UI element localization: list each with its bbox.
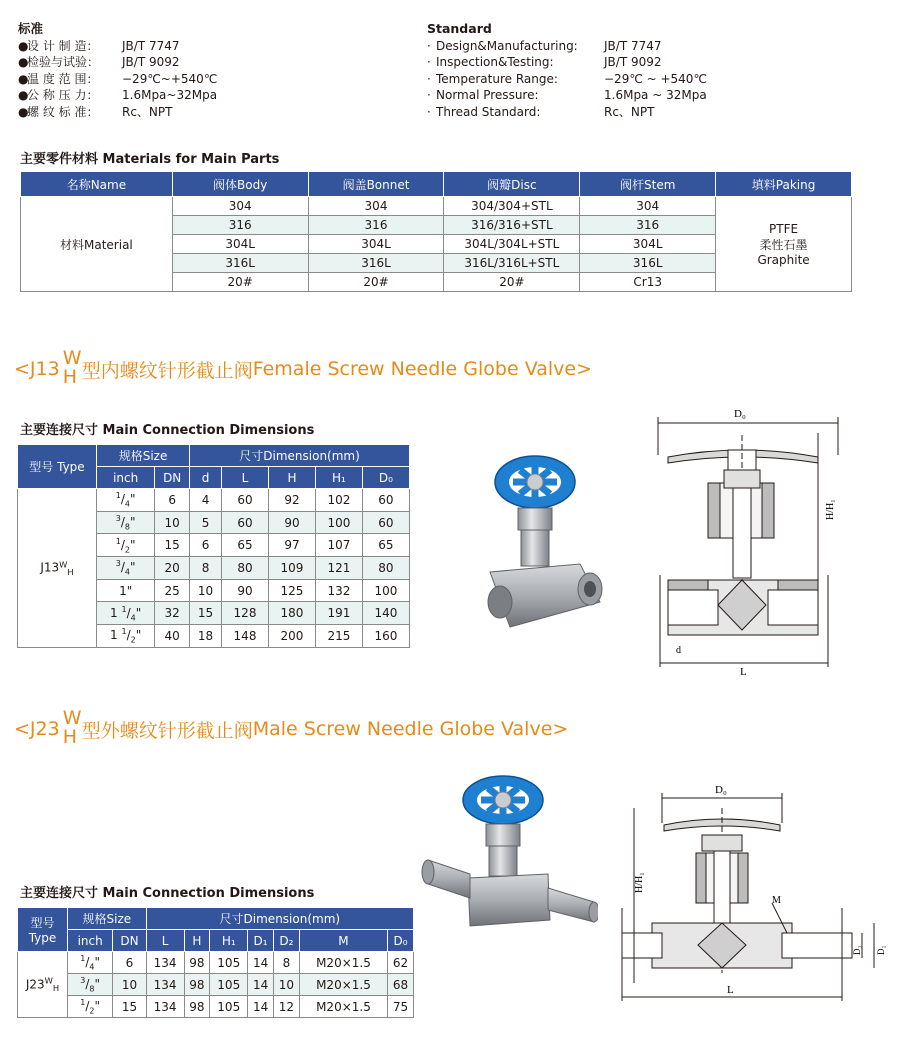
table-cell: 12: [273, 996, 299, 1018]
valve2-heading: [14, 707, 568, 751]
table-cell: 4: [190, 489, 222, 512]
inch-numerator: 1: [115, 491, 121, 501]
size-header: 规格Size: [97, 445, 190, 467]
inch-numerator: 3: [80, 975, 86, 985]
materials-header-cell: 阀瓣Disc: [444, 172, 580, 197]
standard-label: 公 称 压 力：: [27, 88, 99, 102]
bullet-icon: ●: [18, 71, 29, 86]
table-cell: 92: [268, 489, 315, 512]
inch-cell: $^1/_2$": [68, 996, 113, 1018]
table-cell: 107: [315, 534, 362, 557]
inch-denominator: 4: [89, 962, 95, 972]
standard-value: JB/T 7747: [604, 38, 662, 53]
table-cell: 316L: [308, 254, 444, 273]
valve2-h: H: [62, 726, 77, 748]
table-cell: 100: [362, 579, 409, 602]
standard-value: −29℃~+540℃: [122, 71, 218, 86]
table-row: [18, 974, 414, 996]
inch-cell: $^3/_4$": [97, 557, 155, 580]
valve2-w: W: [62, 707, 82, 729]
table-cell: 109: [268, 557, 315, 580]
inch-numerator: 3: [115, 559, 121, 569]
table-cell: 14: [248, 996, 274, 1018]
standard-value: Rc、NPT: [604, 104, 655, 119]
inch-whole: 1: [110, 605, 122, 620]
table-cell: 60: [222, 511, 269, 534]
table-cell: 105: [210, 952, 248, 974]
table-cell: 10: [273, 974, 299, 996]
valve2-prefix: <J23: [14, 718, 60, 740]
bullet-icon: ·: [427, 88, 431, 102]
type-wh-mark: [44, 975, 60, 994]
valve1-photo: [480, 452, 610, 642]
inch-denominator: 2: [124, 544, 130, 554]
valve1-dims-title: 主要连接尺寸 Main Connection Dimensions: [20, 423, 315, 438]
type-wh-mark: [59, 559, 74, 577]
table-cell: 90: [268, 511, 315, 534]
standard-row: [18, 71, 217, 88]
materials-table: [20, 171, 852, 292]
standard-label: Thread Standard:: [436, 104, 541, 119]
table-cell: 80: [362, 557, 409, 580]
standard-row: [18, 104, 217, 121]
drawing2-d2-label: D₂: [852, 945, 862, 955]
inch-cell: [97, 579, 155, 602]
bullet-icon: ●: [18, 88, 29, 102]
drawing2-h-label: H/H₁: [634, 872, 645, 893]
drawing2-d1-label: D₁: [876, 945, 886, 955]
materials-header-cell: 名称Name: [21, 172, 173, 197]
table-cell: 140: [362, 602, 409, 625]
standard-label: Inspection&Testing:: [436, 55, 554, 69]
inch-denominator: 8: [89, 984, 95, 994]
type-h: H: [67, 566, 74, 577]
type-header: 型号 Type: [18, 445, 97, 489]
drawing1-d-label: d: [676, 645, 681, 656]
standard-label: 检验与试验：: [27, 55, 100, 69]
inch-denominator: 4: [124, 567, 130, 577]
table-cell: 316L: [172, 254, 308, 273]
table-cell: 15: [113, 996, 146, 1018]
inch-denominator: 4: [124, 499, 130, 509]
table-row: [18, 996, 414, 1018]
table-cell: M20×1.5: [299, 952, 387, 974]
table-cell: 304L: [580, 235, 716, 254]
valve1-title-en: Female Screw Needle Globe Valve>: [252, 358, 593, 380]
table-cell: 60: [362, 511, 409, 534]
table-cell: 98: [184, 952, 210, 974]
standard-row: [427, 87, 707, 104]
dimension-subheader: M: [299, 930, 387, 952]
dimension-subheader: H₁: [210, 930, 248, 952]
table-cell: 200: [268, 625, 315, 648]
valve2-title-en: Male Screw Needle Globe Valve>: [252, 718, 569, 740]
table-cell: 132: [315, 579, 362, 602]
drawing1-h-label: H/H₁: [825, 499, 836, 520]
table-cell: 20: [155, 557, 190, 580]
type-w: W: [44, 975, 53, 986]
standards-cn-heading: 标准: [18, 21, 44, 36]
materials-header-cell: 阀杆Stem: [580, 172, 716, 197]
type-cell: [18, 952, 68, 1018]
table-cell: 98: [184, 974, 210, 996]
standard-row: [18, 38, 217, 55]
table-row: [18, 952, 414, 974]
dimension-subheader: D₂: [273, 930, 299, 952]
packing-cell: [716, 197, 852, 292]
standard-value: Rc、NPT: [122, 104, 173, 119]
dimension-subheader: inch: [68, 930, 113, 952]
packing-item: Graphite: [757, 252, 810, 267]
dimension-subheader: D₀: [388, 930, 414, 952]
table-cell: 304: [580, 197, 716, 216]
type-w: W: [59, 559, 68, 570]
table-cell: 304/304+STL: [444, 197, 580, 216]
bullet-icon: ●: [18, 104, 29, 119]
table-cell: 97: [268, 534, 315, 557]
standard-value: JB/T 7747: [122, 38, 180, 53]
table-cell: Cr13: [580, 273, 716, 292]
dimension-subheader: DN: [155, 467, 190, 489]
inch-numerator: 3: [115, 513, 121, 523]
table-cell: 25: [155, 579, 190, 602]
dimension-subheader: H: [184, 930, 210, 952]
inch-cell: $^1/_4$": [97, 489, 155, 512]
inch-denominator: 2: [130, 635, 136, 645]
valve2-photo: [418, 770, 598, 930]
inch-cell: 1 $^1/_2$": [97, 625, 155, 648]
type-h: H: [52, 983, 60, 994]
inch-denominator: 8: [124, 522, 130, 532]
table-cell: 18: [190, 625, 222, 648]
drawing1-l-label: L: [740, 666, 747, 678]
table-cell: 105: [210, 974, 248, 996]
drawing2-l-label: L: [727, 984, 734, 996]
table-cell: 102: [315, 489, 362, 512]
standards-en: [427, 21, 707, 120]
table-cell: 75: [388, 996, 414, 1018]
inch-numerator: 1: [80, 997, 86, 1007]
type-value: J13: [40, 560, 60, 575]
inch-cell: $^1/_2$": [97, 534, 155, 557]
dimension-subheader: H: [268, 467, 315, 489]
valve2-dimension-table: [17, 907, 414, 1018]
valve1-w: W: [62, 347, 82, 369]
valve1-prefix: <J13: [14, 358, 60, 380]
table-cell: 304: [172, 197, 308, 216]
valve1-dimension-table: [17, 444, 410, 648]
table-cell: 15: [155, 534, 190, 557]
inch-cell: $^1/_4$": [68, 952, 113, 974]
table-cell: 20#: [172, 273, 308, 292]
table-row: [18, 489, 410, 512]
valve2-title-cn: 型外螺纹针形截止阀: [81, 719, 253, 742]
table-cell: 304: [308, 197, 444, 216]
table-cell: 98: [184, 996, 210, 1018]
dimension-subheader: DN: [113, 930, 146, 952]
table-cell: 180: [268, 602, 315, 625]
table-cell: 8: [190, 557, 222, 580]
standard-value: 1.6Mpa~32Mpa: [122, 88, 218, 102]
standards-cn: [18, 21, 217, 120]
type-cell: [18, 489, 97, 648]
valve2-dims-title: 主要连接尺寸 Main Connection Dimensions: [20, 886, 315, 901]
bullet-icon: ·: [427, 38, 431, 53]
table-cell: 105: [210, 996, 248, 1018]
bullet-icon: ·: [427, 55, 431, 69]
valve2-drawing: [612, 783, 896, 1008]
bullet-icon: ·: [427, 104, 431, 119]
table-cell: 6: [155, 489, 190, 512]
standard-row: [427, 104, 707, 121]
dimension-subheader: L: [222, 467, 269, 489]
standard-label: Normal Pressure:: [436, 88, 539, 102]
table-cell: 134: [146, 952, 184, 974]
dimension-header: 尺寸Dimension(mm): [190, 445, 410, 467]
packing-item: 柔性石墨: [759, 237, 808, 252]
table-cell: 8: [273, 952, 299, 974]
table-cell: 10: [155, 511, 190, 534]
drawing2-d0-label: D₀: [715, 784, 727, 796]
table-cell: 134: [146, 996, 184, 1018]
table-cell: 215: [315, 625, 362, 648]
table-cell: 304L: [308, 235, 444, 254]
standard-label: 螺 纹 标 准：: [27, 104, 99, 119]
type-header: 型号 Type: [18, 908, 68, 952]
inch-cell: $^3/_8$": [68, 974, 113, 996]
table-cell: 316L: [580, 254, 716, 273]
table-cell: 14: [248, 974, 274, 996]
table-cell: 32: [155, 602, 190, 625]
table-cell: 125: [268, 579, 315, 602]
standards-en-heading: Standard: [427, 21, 492, 36]
table-cell: 14: [248, 952, 274, 974]
dimension-subheader: d: [190, 467, 222, 489]
dimension-subheader: inch: [97, 467, 155, 489]
standard-value: JB/T 9092: [122, 55, 180, 69]
type-value: J23: [25, 977, 45, 992]
table-cell: 134: [146, 974, 184, 996]
standard-label: 温 度 范 围：: [27, 71, 99, 86]
inch-denominator: 2: [89, 1006, 95, 1016]
table-cell: 128: [222, 602, 269, 625]
standard-row: [427, 71, 707, 88]
table-cell: 304L/304L+STL: [444, 235, 580, 254]
inch-numerator: 1: [80, 953, 86, 963]
valve1-heading: [14, 347, 592, 391]
standard-row: [427, 54, 707, 71]
table-cell: 10: [190, 579, 222, 602]
table-cell: M20×1.5: [299, 996, 387, 1018]
dimension-header: 尺寸Dimension(mm): [146, 908, 413, 930]
standard-value: 1.6Mpa ~ 32Mpa: [604, 88, 707, 102]
table-cell: M20×1.5: [299, 974, 387, 996]
table-cell: 316/316+STL: [444, 216, 580, 235]
drawing2-m-label: M: [772, 895, 781, 906]
inch-numerator: 1: [121, 627, 127, 637]
valve1-title-cn: 型内螺纹针形截止阀: [81, 359, 253, 382]
valve2-wh-mark: [60, 707, 82, 751]
table-cell: 60: [362, 489, 409, 512]
material-row-label: 材料Material: [21, 197, 173, 292]
table-cell: 100: [315, 511, 362, 534]
standard-row: [18, 54, 217, 71]
bullet-icon: ●: [18, 38, 29, 53]
dimension-subheader: D₁: [248, 930, 274, 952]
drawing1-d0-label: D₀: [734, 408, 746, 420]
table-cell: 191: [315, 602, 362, 625]
inch-numerator: 1: [121, 604, 127, 614]
inch-numerator: 1: [115, 536, 121, 546]
standard-value: −29℃ ~ +540℃: [604, 71, 707, 86]
valve1-drawing: [648, 405, 844, 680]
dimension-subheader: L: [146, 930, 184, 952]
table-cell: 20#: [308, 273, 444, 292]
inch-cell: $^3/_8$": [97, 511, 155, 534]
table-cell: 6: [113, 952, 146, 974]
table-cell: 316: [308, 216, 444, 235]
packing-item: PTFE: [769, 221, 799, 236]
valve1-h: H: [62, 366, 77, 388]
standard-label: 设 计 制 造：: [27, 38, 99, 53]
inch-whole: 1: [110, 628, 122, 643]
table-cell: 316: [172, 216, 308, 235]
materials-header-cell: 填料Paking: [716, 172, 852, 197]
table-cell: 148: [222, 625, 269, 648]
valve1-wh-mark: [60, 347, 82, 391]
materials-header-cell: 阀盖Bonnet: [308, 172, 444, 197]
bullet-icon: ·: [427, 71, 431, 86]
table-cell: 304L: [172, 235, 308, 254]
materials-header-cell: 阀体Body: [172, 172, 308, 197]
inch-denominator: 4: [130, 612, 136, 622]
table-cell: 60: [222, 489, 269, 512]
table-cell: 20#: [444, 273, 580, 292]
table-cell: 65: [222, 534, 269, 557]
table-cell: 15: [190, 602, 222, 625]
table-cell: 90: [222, 579, 269, 602]
table-cell: 5: [190, 511, 222, 534]
table-cell: 65: [362, 534, 409, 557]
table-row: [21, 197, 852, 216]
dimension-subheader: D₀: [362, 467, 409, 489]
standard-value: JB/T 9092: [604, 55, 662, 69]
table-cell: 121: [315, 557, 362, 580]
size-header: 规格Size: [68, 908, 147, 930]
table-cell: 62: [388, 952, 414, 974]
inch-cell: 1 $^1/_4$": [97, 602, 155, 625]
bullet-icon: ●: [18, 55, 29, 69]
table-cell: 40: [155, 625, 190, 648]
dimension-subheader: H₁: [315, 467, 362, 489]
table-cell: 68: [388, 974, 414, 996]
table-cell: 80: [222, 557, 269, 580]
table-cell: 10: [113, 974, 146, 996]
table-cell: 160: [362, 625, 409, 648]
table-cell: 316L/316L+STL: [444, 254, 580, 273]
standard-label: Temperature Range:: [436, 71, 558, 86]
inch-whole: 1": [119, 583, 133, 598]
standard-label: Design&Manufacturing:: [436, 38, 578, 53]
table-cell: 6: [190, 534, 222, 557]
standard-row: [427, 38, 707, 55]
standard-row: [18, 87, 217, 104]
table-cell: 316: [580, 216, 716, 235]
materials-title: 主要零件材料 Materials for Main Parts: [20, 152, 280, 167]
